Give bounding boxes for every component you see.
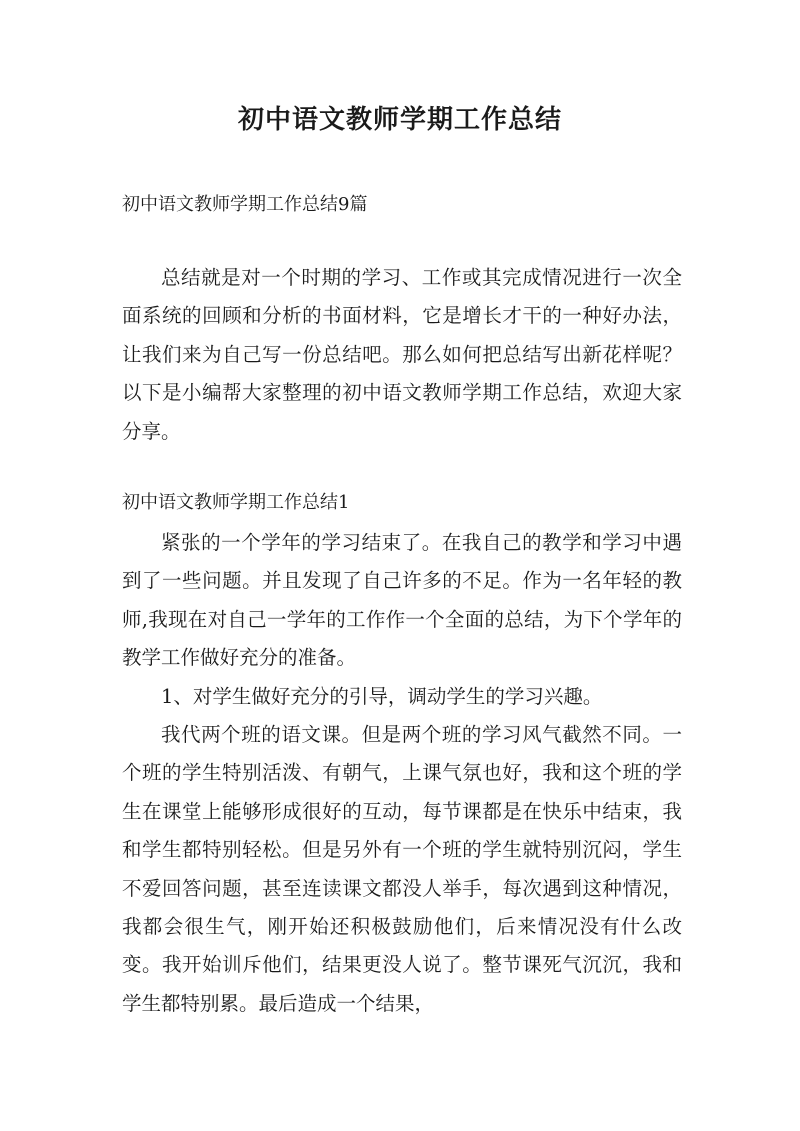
document-title: 初中语文教师学期工作总结 <box>237 105 562 135</box>
body-paragraph: 1、对学生做好充分的引导，调动学生的学习兴趣。 <box>161 684 603 708</box>
intro-section <box>122 259 682 451</box>
intro-paragraph: 总结就是对一个时期的学习、工作或其完成情况进行一次全面系统的回顾和分析的书面材料，它是增长才干的一种好办法，让我们来为自己写一份总结吧。那么如何把总结写出新花样呢？以下是小编帮大家整理的初中语文教师学期工作总结，欢迎大家分享。 <box>122 266 682 443</box>
body-paragraph: 我代两个班的语文课。但是两个班的学习风气截然不同。一个班的学生特别活泼、有朝气，上课气氛也好，我和这个班的学生在课堂上能够形成很好的互动，每节课都是在快乐中结束，我和学生都特别轻松。但是另外有一个班的学生就特别沉闷，学生不爱回答问题，甚至连读课文都没人举手，每次遇到这种情况，我都会很生气，刚开始还积极鼓励他们，后来情况没有什么改变。我开始训斥他们，结果更没人说了。整节课死气沉沉，我和学生都特别累。最后造成一个结果， <box>122 723 682 1015</box>
section-body <box>122 524 682 1023</box>
section-heading: 初中语文教师学期工作总结1 <box>122 492 350 513</box>
body-paragraph: 紧张的一个学年的学习结束了。在我自己的教学和学习中遇到了一些问题。并且发现了自己许多的不足。作为一名年轻的教师,我现在对自己一学年的工作作一个全面的总结，为下个学年的教学工作做好充分的准备。 <box>122 531 682 670</box>
document-subtitle: 初中语文教师学期工作总结9篇 <box>122 194 368 215</box>
